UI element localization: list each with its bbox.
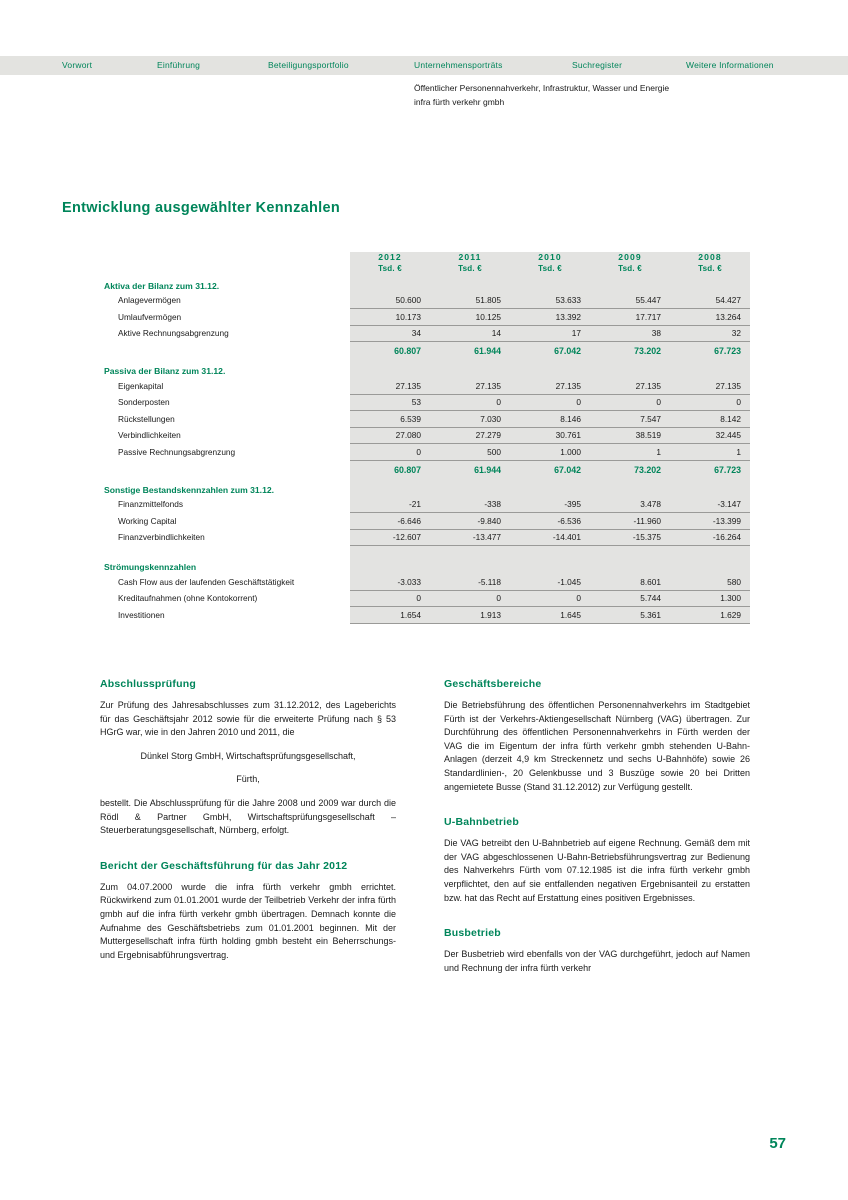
header-year-2009-label: 2009 xyxy=(618,252,642,262)
table-row xyxy=(104,378,750,395)
header-unit-2008: Tsd. € xyxy=(698,264,722,273)
cell: -5.118 xyxy=(430,574,510,591)
table-total-row xyxy=(104,342,750,359)
heading-geschaeftsbereiche: Geschäftsbereiche xyxy=(444,678,542,690)
cell: 38 xyxy=(590,325,670,342)
cell: 10.125 xyxy=(430,309,510,326)
cell: 3.478 xyxy=(590,496,670,513)
cell: 34 xyxy=(350,325,430,342)
cell: 1 xyxy=(670,444,750,461)
cell: 38.519 xyxy=(590,427,670,444)
cell: 0 xyxy=(350,444,430,461)
cell: -16.264 xyxy=(670,529,750,546)
cell: 1.654 xyxy=(350,607,430,624)
cell: 14 xyxy=(430,325,510,342)
total-cell: 60.807 xyxy=(350,342,430,359)
header-year-2012-label: 2012 xyxy=(378,252,402,262)
row-label: Finanzverbindlichkeiten xyxy=(118,532,205,543)
auditor-name-line-2: Fürth, xyxy=(236,774,260,785)
nav-item-vorwort[interactable]: Vorwort xyxy=(62,60,93,70)
row-label: Working Capital xyxy=(118,515,177,526)
table-row xyxy=(104,444,750,461)
row-label: Eigenkapital xyxy=(118,380,164,391)
cell: 1.000 xyxy=(510,444,590,461)
table-row xyxy=(104,411,750,428)
paragraph-abschlusspruefung-1: Zur Prüfung des Jahresabschlusses zum 31.12.2012, des Lageberichts für das Geschäftsjahr 2012 sowie für die erweiterte Prüfung nach § 53 HGrG war, wie in den Jahren 2010 und 2011, die xyxy=(100,700,396,738)
cell: 27.080 xyxy=(350,427,430,444)
cell: 13.264 xyxy=(670,309,750,326)
row-label: Rückstellungen xyxy=(118,413,175,424)
row-label: Finanzmittelfonds xyxy=(118,499,184,510)
cell: -6.536 xyxy=(510,513,590,530)
table-header-row xyxy=(104,252,750,273)
table-row xyxy=(104,590,750,607)
cell: 54.427 xyxy=(670,292,750,309)
cell: 8.142 xyxy=(670,411,750,428)
table-row xyxy=(104,309,750,326)
paragraph-abschlusspruefung-2: bestellt. Die Abschlussprüfung für die Jahre 2008 und 2009 war durch die Rödl & Partner GmbH, Wirtschaftsprüfungsgesellschaft – Steuerberatungsgesellschaft, Nürnberg, erfolgt. xyxy=(100,797,396,836)
table-row xyxy=(104,513,750,530)
table-group-header xyxy=(104,273,750,292)
cell: 5.361 xyxy=(590,607,670,624)
cell: 0 xyxy=(350,590,430,607)
heading-abschlusspruefung: Abschlussprüfung xyxy=(100,678,196,690)
cell: -395 xyxy=(510,496,590,513)
row-label: Anlagevermögen xyxy=(118,295,181,306)
cell: -1.045 xyxy=(510,574,590,591)
header-unit-2011: Tsd. € xyxy=(458,264,482,273)
header-year-2011 xyxy=(430,252,510,273)
row-label: Sonderposten xyxy=(118,397,170,408)
cell: 32 xyxy=(670,325,750,342)
cell: 27.135 xyxy=(430,378,510,395)
nav-item-einfuehrung[interactable]: Einführung xyxy=(157,60,201,70)
cell: -14.401 xyxy=(510,529,590,546)
top-navigation-bar xyxy=(0,56,848,75)
group-title: Aktiva der Bilanz zum 31.12. xyxy=(104,280,220,291)
total-cell: 67.042 xyxy=(510,460,590,477)
page-number: 57 xyxy=(769,1135,786,1152)
cell: 10.173 xyxy=(350,309,430,326)
row-label: Verbindlichkeiten xyxy=(118,430,181,441)
table-group-header xyxy=(104,477,750,496)
cell: 0 xyxy=(670,394,750,411)
header-unit-2010: Tsd. € xyxy=(538,264,562,273)
running-head xyxy=(414,81,814,109)
cell: 7.030 xyxy=(430,411,510,428)
cell: 27.279 xyxy=(430,427,510,444)
cell: -13.399 xyxy=(670,513,750,530)
header-year-2009 xyxy=(590,252,670,273)
cell: 0 xyxy=(430,394,510,411)
cell: -338 xyxy=(430,496,510,513)
group-title: Strömungskennzahlen xyxy=(104,562,197,572)
row-label: Cash Flow aus der laufenden Geschäftstätigkeit xyxy=(118,576,295,587)
cell: -9.840 xyxy=(430,513,510,530)
cell: 51.805 xyxy=(430,292,510,309)
table-row xyxy=(104,292,750,309)
nav-item-suchregister[interactable]: Suchregister xyxy=(572,60,623,70)
cell: 17 xyxy=(510,325,590,342)
group-title: Sonstige Bestandskennzahlen zum 31.12. xyxy=(104,484,275,495)
row-label: Umlaufvermögen xyxy=(118,311,182,322)
cell: 1.300 xyxy=(670,590,750,607)
cell: 1.629 xyxy=(670,607,750,624)
cell: 53.633 xyxy=(510,292,590,309)
cell: 1.913 xyxy=(430,607,510,624)
header-year-2012 xyxy=(350,252,430,273)
total-cell: 73.202 xyxy=(590,342,670,359)
heading-bericht-geschaeftsfuehrung: Bericht der Geschäftsführung für das Jahr 2012 xyxy=(100,859,348,872)
cell: 17.717 xyxy=(590,309,670,326)
total-cell: 61.944 xyxy=(430,460,510,477)
nav-item-weitere-informationen[interactable]: Weitere Informationen xyxy=(686,60,774,70)
cell: 1.645 xyxy=(510,607,590,624)
heading-busbetrieb: Busbetrieb xyxy=(444,927,501,940)
page-title: Entwicklung ausgewählter Kennzahlen xyxy=(62,200,340,216)
header-year-2008-label: 2008 xyxy=(698,252,722,262)
total-cell: 67.723 xyxy=(670,342,750,359)
cell: 500 xyxy=(430,444,510,461)
cell: 55.447 xyxy=(590,292,670,309)
table-row xyxy=(104,427,750,444)
header-year-2011-label: 2011 xyxy=(458,252,482,262)
cell: 0 xyxy=(510,394,590,411)
cell: 6.539 xyxy=(350,411,430,428)
cell: 32.445 xyxy=(670,427,750,444)
cell: -3.033 xyxy=(350,574,430,591)
cell: 8.601 xyxy=(590,574,670,591)
header-year-2008 xyxy=(670,252,750,273)
cell: 7.547 xyxy=(590,411,670,428)
key-figures-table xyxy=(104,252,750,624)
group-title: Passiva der Bilanz zum 31.12. xyxy=(104,366,226,376)
cell: 5.744 xyxy=(590,590,670,607)
table-total-row xyxy=(104,460,750,477)
cell: -13.477 xyxy=(430,529,510,546)
header-year-2010 xyxy=(510,252,590,273)
cell: -3.147 xyxy=(670,496,750,513)
cell: 8.146 xyxy=(510,411,590,428)
cell: 50.600 xyxy=(350,292,430,309)
table-spacer-row xyxy=(104,546,750,555)
total-cell: 73.202 xyxy=(590,460,670,477)
table-row xyxy=(104,529,750,546)
table-group-header xyxy=(104,359,750,378)
cell: -11.960 xyxy=(590,513,670,530)
nav-item-beteiligungsportfolio[interactable]: Beteiligungsportfolio xyxy=(268,60,349,70)
cell: 30.761 xyxy=(510,427,590,444)
cell: 27.135 xyxy=(350,378,430,395)
cell: 53 xyxy=(350,394,430,411)
header-blank xyxy=(104,252,350,273)
cell: -15.375 xyxy=(590,529,670,546)
cell: 1 xyxy=(590,444,670,461)
cell: 0 xyxy=(590,394,670,411)
table-row xyxy=(104,394,750,411)
header-unit-2009: Tsd. € xyxy=(618,264,642,273)
table-row xyxy=(104,574,750,591)
right-text-column xyxy=(444,678,750,985)
header-unit-2012: Tsd. € xyxy=(378,264,402,273)
running-head-line-1: Öffentlicher Personennahverkehr, Infrastruktur, Wasser und Energie xyxy=(414,83,670,93)
paragraph-bericht-1: Zum 04.07.2000 wurde die infra fürth verkehr gmbh errichtet. Rückwirkend zum 01.01.2001 wurde der Teilbetrieb Verkehr der infra fürth gmbh auf die infra fürth verkehr gmbh übertragen. Demnach konnte die Aufnahme des Geschäftsbetriebs zum 01.01.2001 beginnen. Mit der Muttergesellschaft infra fürth holding gmbh besteht ein Beherrschungs- und Ergebnisabführungsvertrag. xyxy=(100,881,396,960)
running-head-line-2: infra fürth verkehr gmbh xyxy=(414,97,505,107)
table-row xyxy=(104,496,750,513)
cell: 580 xyxy=(670,574,750,591)
row-label: Aktive Rechnungsabgrenzung xyxy=(118,328,229,339)
cell: -21 xyxy=(350,496,430,513)
row-label: Kreditaufnahmen (ohne Kontokorrent) xyxy=(118,593,258,604)
left-text-column xyxy=(100,678,396,972)
total-cell: 61.944 xyxy=(430,342,510,359)
cell: 0 xyxy=(510,590,590,607)
cell: 27.135 xyxy=(510,378,590,395)
cell: 27.135 xyxy=(590,378,670,395)
cell: -12.607 xyxy=(350,529,430,546)
total-cell: 60.807 xyxy=(350,460,430,477)
cell: 13.392 xyxy=(510,309,590,326)
nav-item-unternehmensportraets[interactable]: Unternehmensporträts xyxy=(414,60,503,70)
row-label: Passive Rechnungsabgrenzung xyxy=(118,446,236,457)
table-row xyxy=(104,607,750,624)
heading-u-bahnbetrieb: U-Bahnbetrieb xyxy=(444,816,519,829)
paragraph-u-bahnbetrieb: Die VAG betreibt den U-Bahnbetrieb auf eigene Rechnung. Gemäß dem mit der VAG abgeschlossenen U-Bahn-Betriebsführungsvertrag zur Bedienung des Nahverkehrs Fürth vom 07.12.1985 ist die infra fürth verkehr gmbh verpflichtet, den auf sie entfallenden negativen Ergebnisanteil zu erstatten bzw. hat das Recht auf Erstattung eines positiven Ergebnisses. xyxy=(444,838,750,903)
total-cell: 67.042 xyxy=(510,342,590,359)
header-year-2010-label: 2010 xyxy=(538,252,562,262)
total-cell: 67.723 xyxy=(670,460,750,477)
row-label: Investitionen xyxy=(118,609,165,620)
paragraph-geschaeftsbereiche: Die Betriebsführung des öffentlichen Personennahverkehrs im Stadtgebiet Fürth ist der Verkehrs-Aktiengesellschaft Nürnberg (VAG) übertragen. Zur Durchführung des öffentlichen Personennahverkehrs in Fürth werden der VAG die im Eigentum der infra fürth verkehr gmbh stehenden U-Bahn-Anlagen (derzeit 4,9 km Streckennetz und sechs U-Bahnhöfe) sowie 26 Standardlinien-, 20 Gelenkbusse und 3 Buszüge sowie 20 bei Dritten angemietete Busse (Stand 31.12.2012) zur Verfügung gestellt. xyxy=(444,700,750,792)
auditor-name-line-1: Dünkel Storg GmbH, Wirtschaftsprüfungsgesellschaft, xyxy=(140,750,356,761)
paragraph-busbetrieb: Der Busbetrieb wird ebenfalls von der VAG durchgeführt, jedoch auf Namen und Rechnung der infra fürth verkehr xyxy=(444,949,750,973)
cell: -6.646 xyxy=(350,513,430,530)
table-group-header xyxy=(104,555,750,574)
cell: 0 xyxy=(430,590,510,607)
table-row xyxy=(104,325,750,342)
cell: 27.135 xyxy=(670,378,750,395)
